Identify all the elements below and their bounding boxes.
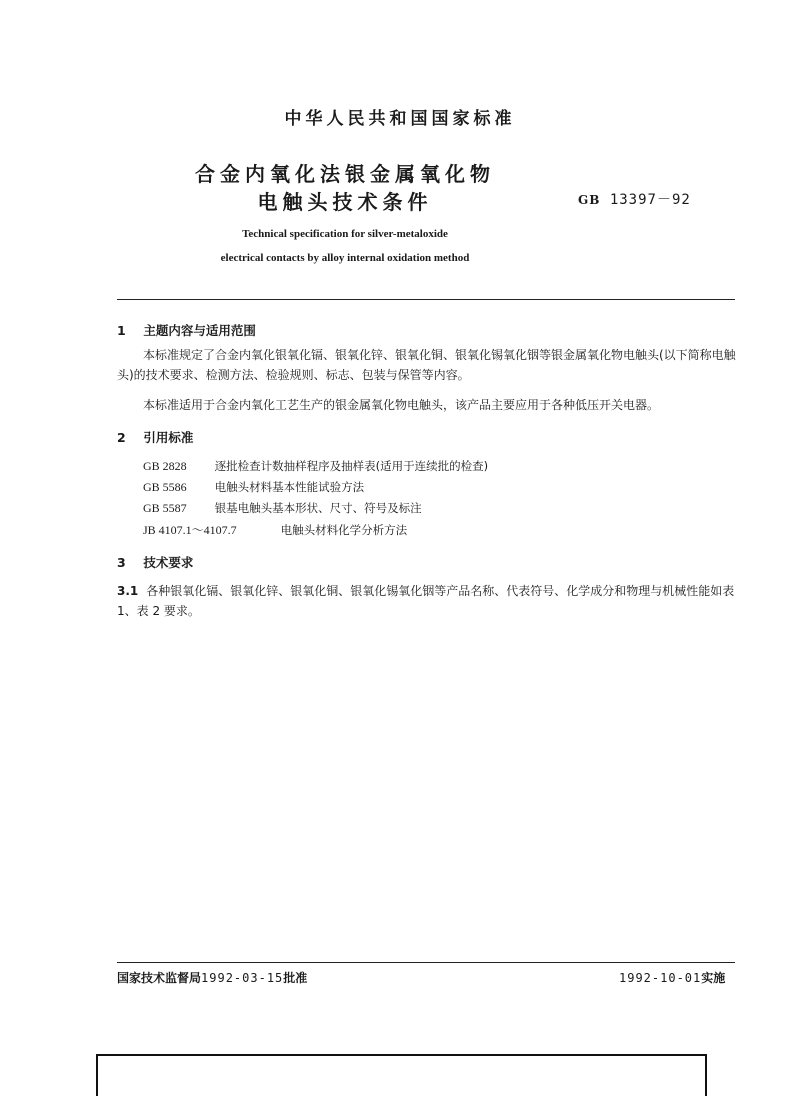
reference-text: 电触头材料化学分析方法 [280, 523, 408, 537]
english-title-line-2: electrical contacts by alloy internal oxidation method [220, 252, 470, 264]
standard-code [578, 189, 691, 209]
reference-item [143, 479, 364, 495]
approval-suffix: 批准 [283, 971, 308, 985]
reference-code: JB 4107.1～4107.7 [143, 523, 237, 537]
section-3-title: 技术要求 [143, 555, 194, 570]
effective-suffix: 实施 [701, 971, 726, 985]
approval-org: 国家技术监督局 [117, 971, 202, 985]
english-title-line-1: Technical specification for silver-metaloxide [242, 228, 448, 240]
section-1-title: 主题内容与适用范围 [143, 323, 256, 338]
section-3-1-text: 各种银氧化镉、银氧化锌、银氧化铜、银氧化锡氧化铟等产品名称、代表符号、化学成分和物理与机械性能如表 1、表 2 要求。 [117, 584, 735, 618]
standard-code-number: 13397－92 [609, 192, 691, 208]
section-2-title: 引用标准 [143, 430, 194, 445]
effective-line [619, 969, 725, 986]
section-1-paragraph-2: 本标准适用于合金内氧化工艺生产的银金属氧化物电触头，该产品主要应用于各种低压开关电器。 [143, 398, 660, 412]
header-divider [117, 299, 735, 300]
standard-code-prefix: GB [578, 193, 601, 207]
footer-divider [117, 962, 735, 963]
document-title-line-2: 电触头技术条件 [257, 190, 433, 214]
section-1-heading [117, 321, 256, 339]
reference-item [143, 521, 407, 538]
reference-text: 逐批检查计数抽样程序及抽样表(适用于连续批的检查) [214, 459, 489, 473]
reference-text: 银基电触头基本形状、尺寸、符号及标注 [214, 501, 422, 515]
section-1-paragraph-1: 本标准规定了合金内氧化银氧化镉、银氧化锌、银氧化铜、银氧化锡氧化铟等银金属氧化物电触头(以下简称电触头)的技术要求、检测方法、检验规则、标志、包装与保管等内容。 [117, 348, 736, 382]
section-1-number: 1 [117, 323, 126, 338]
approval-date: 1992-03-15 [201, 971, 284, 985]
reference-code: GB 5587 [143, 501, 187, 515]
reference-item [143, 500, 422, 516]
reference-code: GB 2828 [143, 459, 187, 473]
approval-line [117, 969, 307, 986]
bottom-frame-box [96, 1054, 707, 1096]
reference-code: GB 5586 [143, 480, 187, 494]
section-3-1-number: 3.1 [117, 584, 139, 598]
document-title-line-1: 合金内氧化法银金属氧化物 [195, 162, 495, 186]
section-2-heading [117, 428, 193, 446]
reference-text: 电触头材料基本性能试验方法 [214, 480, 365, 494]
section-2-number: 2 [117, 430, 126, 445]
section-3-number: 3 [117, 555, 126, 570]
reference-item [143, 458, 488, 474]
effective-date: 1992-10-01 [619, 971, 702, 985]
section-3-1-paragraph [117, 581, 737, 621]
national-standard-header: 中华人民共和国国家标准 [284, 109, 516, 129]
section-3-heading [117, 553, 193, 571]
